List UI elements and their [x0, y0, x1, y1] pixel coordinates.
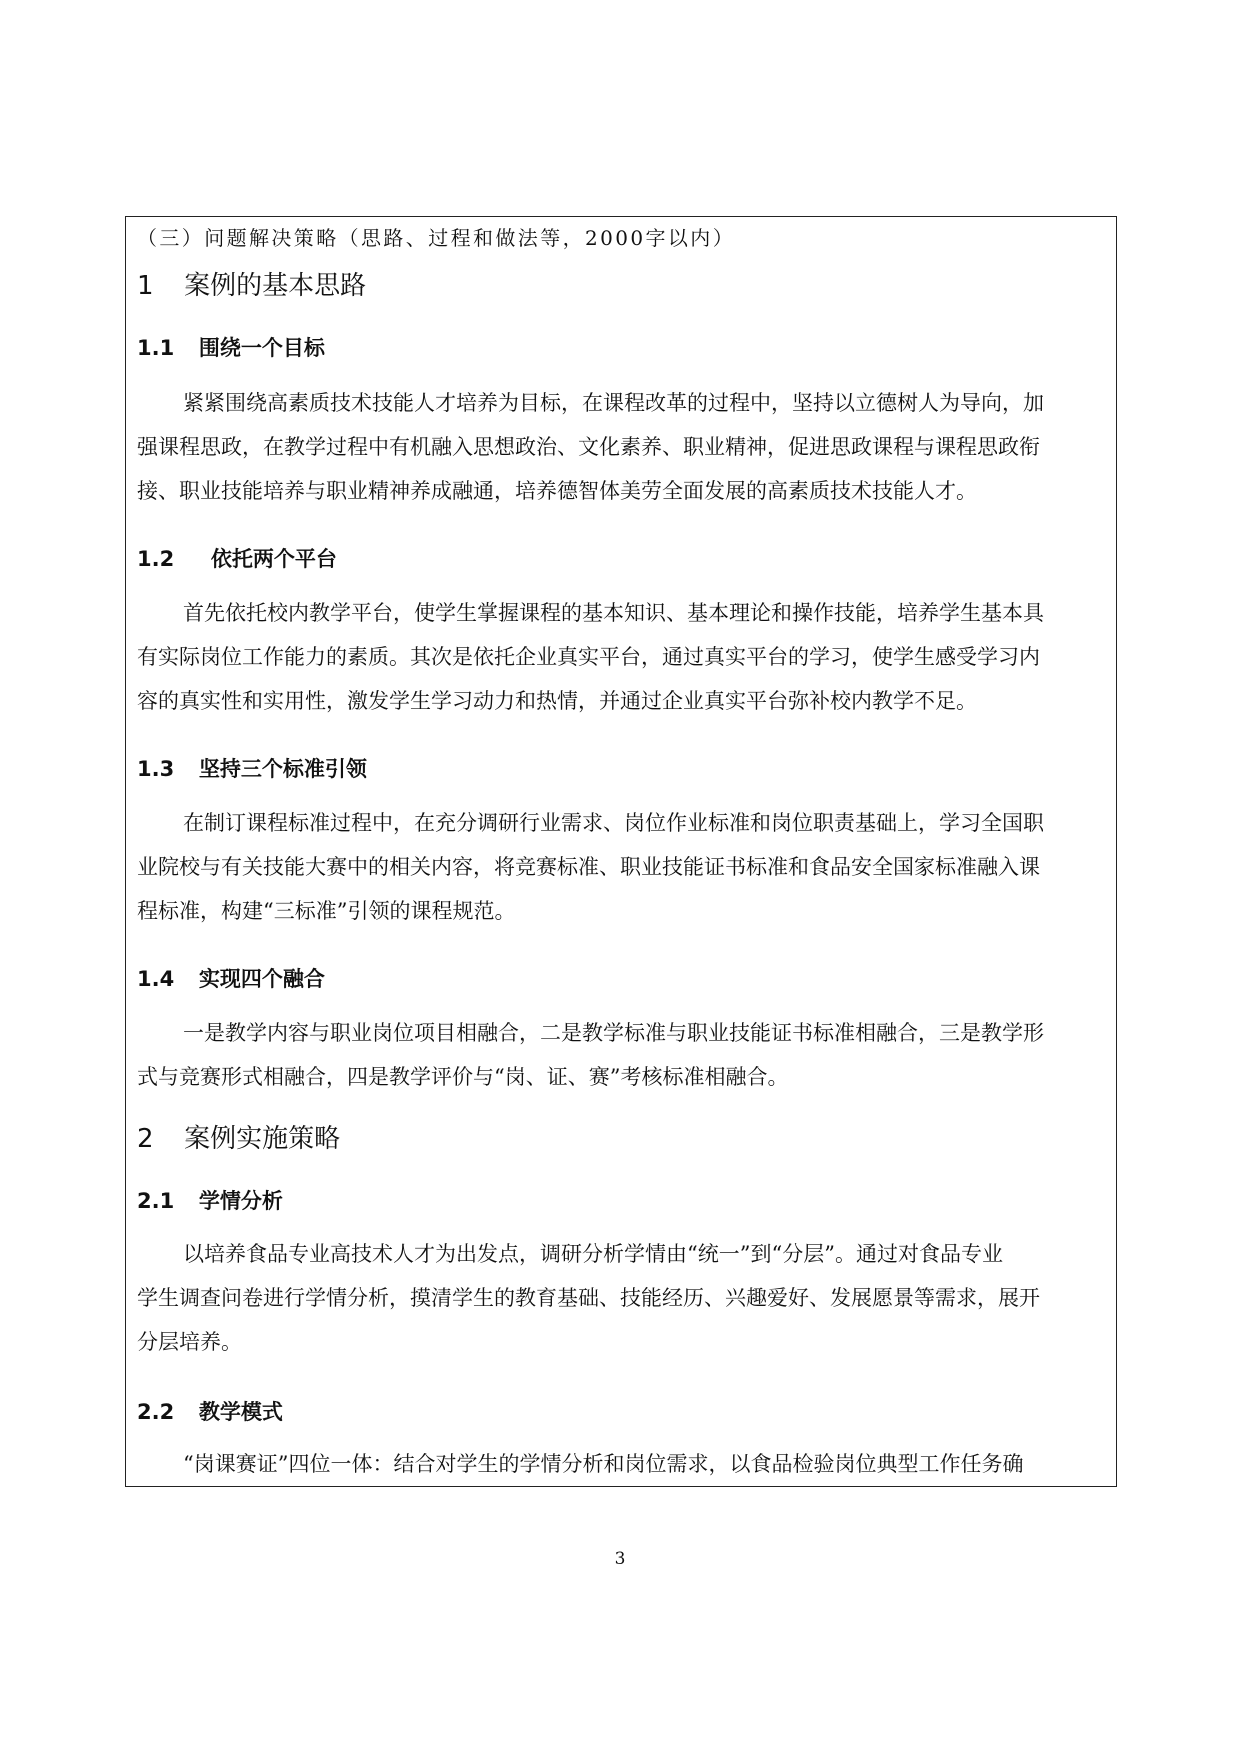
section-header: （三）问题解决策略（思路、过程和做法等，2000字以内） — [137, 226, 736, 250]
paragraph-line: 容的真实性和实用性，激发学生学习动力和热情，并通过企业真实平台弥补校内教学不足。 — [137, 689, 977, 713]
section-title: 案例实施策略 — [184, 1124, 341, 1154]
subsection-heading-2-2 — [137, 1396, 283, 1426]
paragraph-line: 紧紧围绕高素质技术技能人才培养为目标，在课程改革的过程中，坚持以立德树人为导向，加 — [183, 391, 1044, 415]
subsection-number: 1.3 — [137, 757, 175, 781]
subsection-title: 教学模式 — [198, 1400, 283, 1424]
section-number: 1 — [137, 271, 154, 301]
subsection-heading-1-2 — [137, 543, 337, 573]
paragraph-line: 以培养食品专业高技术人才为出发点，调研分析学情由“统一”到“分层”。通过对食品专业 — [183, 1242, 1003, 1266]
paragraph-line: 在制订课程标准过程中，在充分调研行业需求、岗位作业标准和岗位职责基础上，学习全国职 — [183, 811, 1044, 835]
subsection-number: 1.2 — [137, 547, 175, 571]
paragraph-line: “岗课赛证”四位一体：结合对学生的学情分析和岗位需求，以食品检验岗位典型工作任务确 — [183, 1452, 1024, 1476]
section-heading-2 — [137, 1118, 340, 1155]
subsection-heading-1-4 — [137, 963, 325, 993]
subsection-heading-1-3 — [137, 753, 367, 783]
paragraph-line: 分层培养。 — [137, 1330, 242, 1354]
subsection-number: 1.4 — [137, 967, 175, 991]
subsection-title: 学情分析 — [198, 1189, 283, 1213]
subsection-number: 2.2 — [137, 1400, 175, 1424]
paragraph-line: 业院校与有关技能大赛中的相关内容，将竞赛标准、职业技能证书标准和食品安全国家标准融入课 — [137, 855, 1040, 879]
paragraph-line: 学生调查问卷进行学情分析，摸清学生的教育基础、技能经历、兴趣爱好、发展愿景等需求，展开 — [137, 1286, 1040, 1310]
paragraph-line: 一是教学内容与职业岗位项目相融合，二是教学标准与职业技能证书标准相融合，三是教学形 — [183, 1021, 1044, 1045]
subsection-heading-1-1 — [137, 332, 325, 362]
subsection-number: 2.1 — [137, 1189, 175, 1213]
subsection-title: 围绕一个目标 — [198, 336, 325, 360]
subsection-title: 依托两个平台 — [210, 547, 337, 571]
paragraph-line: 式与竞赛形式相融合，四是教学评价与“岗、证、赛”考核标准相融合。 — [137, 1065, 789, 1089]
paragraph-line: 有实际岗位工作能力的素质。其次是依托企业真实平台，通过真实平台的学习，使学生感受学习内 — [137, 645, 1040, 669]
paragraph-line: 强课程思政，在教学过程中有机融入思想政治、文化素养、职业精神，促进思政课程与课程思政衔 — [137, 435, 1040, 459]
subsection-title: 实现四个融合 — [198, 967, 325, 991]
subsection-heading-2-1 — [137, 1185, 283, 1215]
paragraph-line: 首先依托校内教学平台，使学生掌握课程的基本知识、基本理论和操作技能，培养学生基本具 — [183, 601, 1044, 625]
page-number: 3 — [614, 1549, 626, 1569]
paragraph-line: 接、职业技能培养与职业精神养成融通，培养德智体美劳全面发展的高素质技术技能人才。 — [137, 479, 977, 503]
section-title: 案例的基本思路 — [184, 271, 367, 301]
section-heading-1 — [137, 265, 366, 302]
paragraph-line: 程标准，构建“三标准”引领的课程规范。 — [137, 899, 516, 923]
section-number: 2 — [137, 1124, 154, 1154]
subsection-title: 坚持三个标准引领 — [198, 757, 367, 781]
subsection-number: 1.1 — [137, 336, 175, 360]
